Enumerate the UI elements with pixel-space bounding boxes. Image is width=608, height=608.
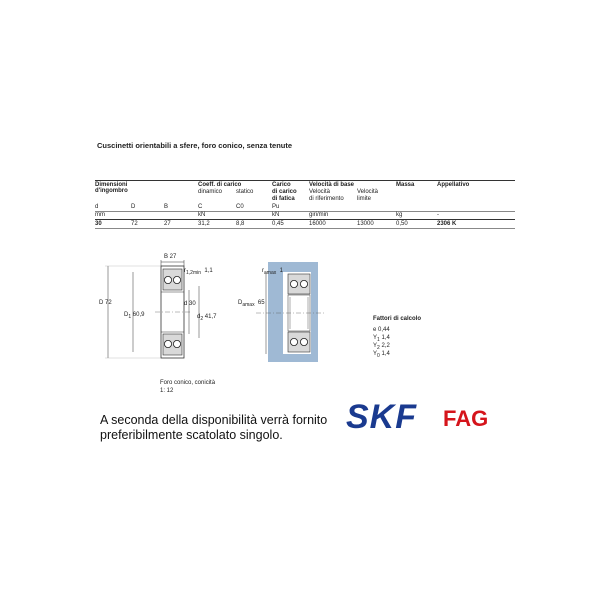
hdr-speed: Velocità di base xyxy=(309,182,355,188)
cell-Pu: 0,45 xyxy=(272,221,284,227)
hdr-mass: Massa xyxy=(396,182,415,188)
factors-title: Fattori di calcolo xyxy=(373,316,422,322)
sym-C0: C0 xyxy=(236,204,244,210)
note-line-1: A seconda della disponibilità verrà fornito xyxy=(100,413,328,427)
cell-C: 31,2 xyxy=(198,221,210,227)
hdr-load: Coeff. di carico xyxy=(198,182,242,188)
unit-kg: kg xyxy=(396,212,403,218)
label-d: d 30 xyxy=(184,301,196,307)
hdr-speed-ref-2: di riferimento xyxy=(309,196,344,202)
factor-e: e 0,44 xyxy=(373,327,390,333)
cell-mass: 0,50 xyxy=(396,221,408,227)
taper-note-1: Foro conico, conicità xyxy=(160,380,216,386)
sym-D: D xyxy=(131,204,136,210)
hdr-speed-lim: Velocità xyxy=(357,189,379,195)
factor-y2: $Y_2$ 2,2 xyxy=(373,343,390,352)
cell-designation: 2306 K xyxy=(437,221,457,227)
note-line-2: preferibilmente scatolato singolo. xyxy=(100,428,283,442)
unit-mm: mm xyxy=(95,212,105,218)
hdr-fatigue-2: di carico xyxy=(272,189,297,195)
unit-kn-1: kN xyxy=(198,212,206,218)
unit-kn-2: kN xyxy=(272,212,280,218)
availability-note xyxy=(100,413,327,443)
sym-d: d xyxy=(95,204,99,210)
unit-dash: - xyxy=(437,212,439,218)
hdr-load-dyn: dinamico xyxy=(198,189,223,195)
sym-B: B xyxy=(164,204,169,210)
label-B: B 27 xyxy=(164,254,177,260)
hdr-speed-ref: Velocità xyxy=(309,189,331,195)
sym-Pu: Pu xyxy=(272,204,280,210)
hdr-fatigue-1: Carico xyxy=(272,182,291,188)
mounting-drawing xyxy=(238,262,328,367)
label-D: D 72 xyxy=(99,300,112,306)
label-ramax: $r_{amax}$ 1 xyxy=(262,268,283,277)
hdr-dimensions-2: d'ingombro xyxy=(95,188,128,194)
hdr-designation: Appellativo xyxy=(437,182,470,188)
factor-y1: $Y_1$ 1,4 xyxy=(373,335,390,344)
hdr-speed-lim-2: limite xyxy=(357,196,372,202)
cell-B: 27 xyxy=(164,221,171,227)
cell-d: 30 xyxy=(95,221,102,227)
label-d2: $d_2$ 41,7 xyxy=(197,314,217,323)
taper-note-2: 1: 12 xyxy=(160,388,174,394)
cell-D: 72 xyxy=(131,221,138,227)
factor-y0: $Y_0$ 1,4 xyxy=(373,351,390,360)
label-Damax: $D_{amax}$ 65 xyxy=(238,300,265,309)
label-D1: $D_1$ 60,9 xyxy=(124,312,145,321)
unit-rpm: giri/min xyxy=(309,212,329,218)
hdr-dimensions-1: Dimensioni xyxy=(95,182,128,188)
hdr-fatigue-3: di fatica xyxy=(272,196,295,202)
page-title: Cuscinetti orientabili a sfere, foro conico, senza tenute xyxy=(97,141,293,150)
cell-C0: 8,8 xyxy=(236,221,245,227)
skf-logo: SKF xyxy=(346,398,417,436)
hdr-load-stat: statico xyxy=(236,189,254,195)
sym-C: C xyxy=(198,204,203,210)
cell-ref-speed: 16000 xyxy=(309,221,326,227)
cell-lim-speed: 13000 xyxy=(357,221,374,227)
label-r12min: $r_{1,2min}$ 1,1 xyxy=(184,268,213,277)
fag-logo: FAG xyxy=(443,406,489,431)
